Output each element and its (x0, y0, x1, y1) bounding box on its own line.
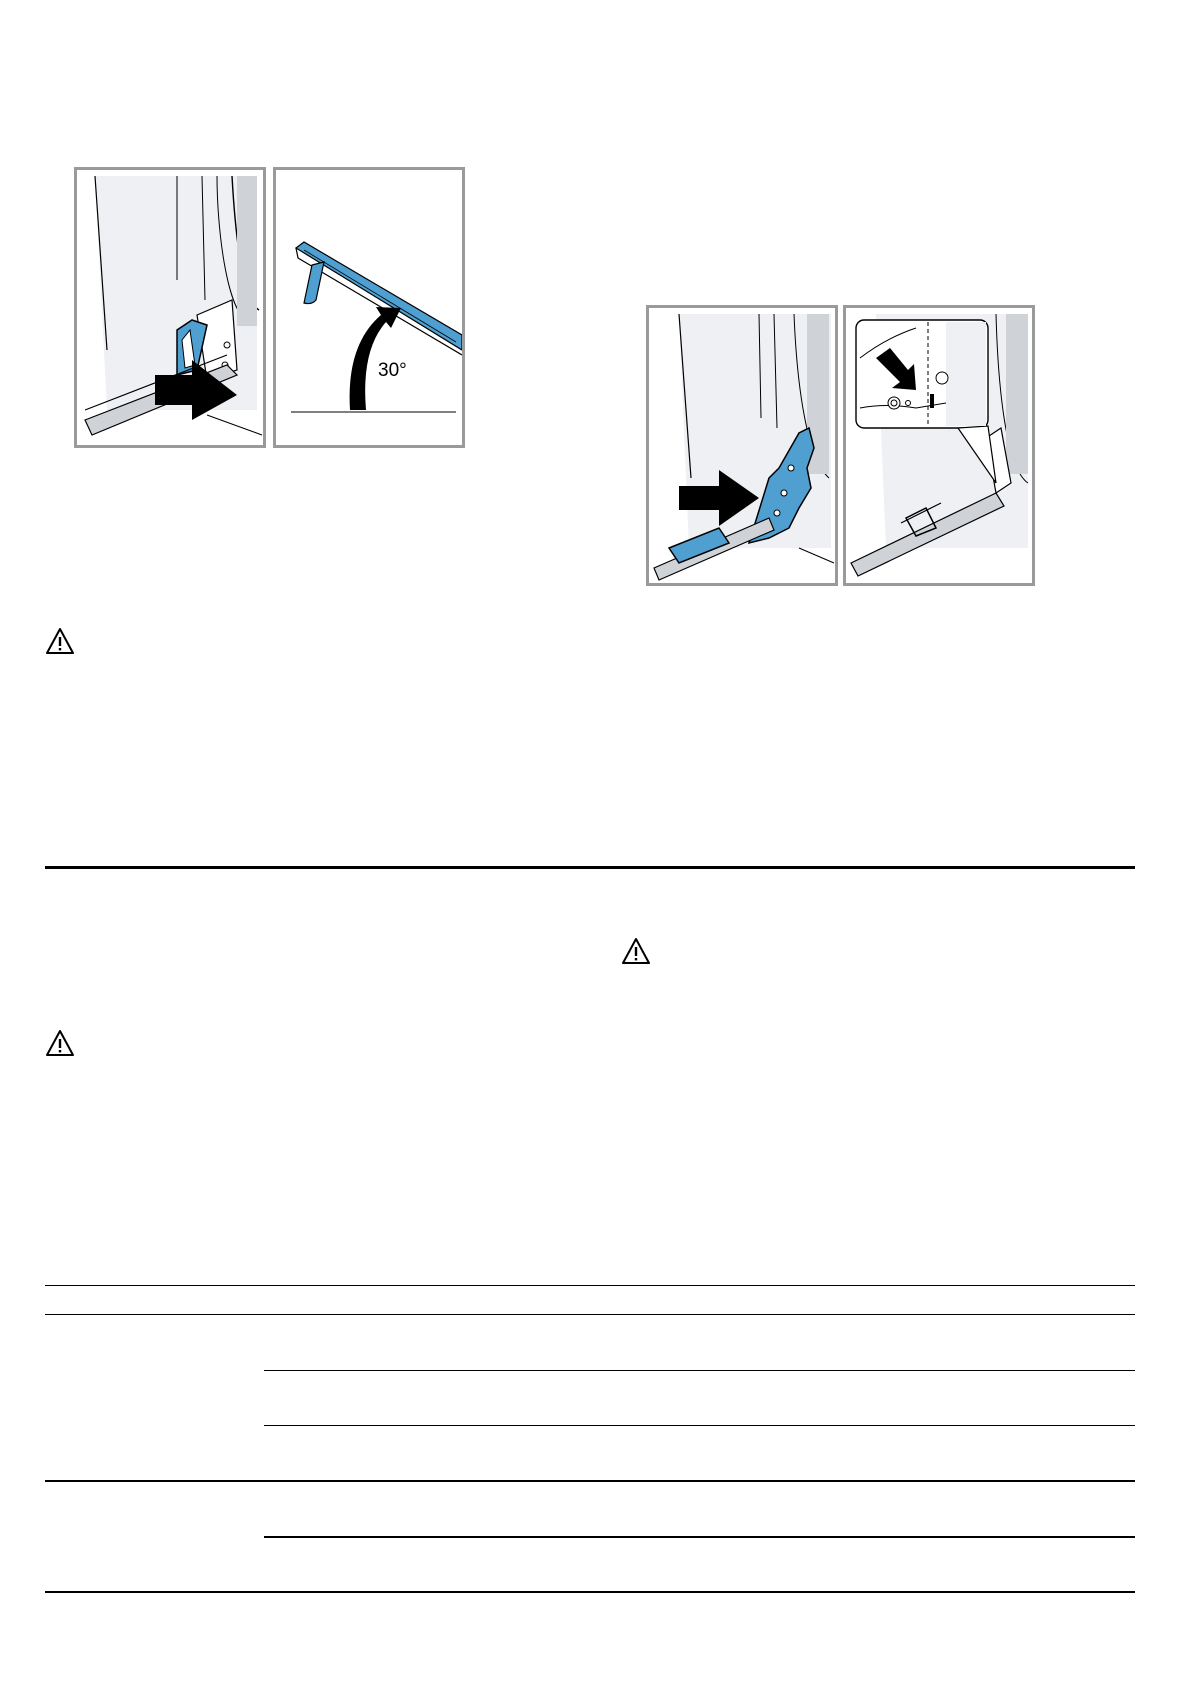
warning-triangle-icon (45, 627, 75, 655)
illustration-hook-latch (843, 305, 1035, 586)
table-subrow-rule (264, 1425, 1135, 1426)
section-divider (45, 866, 1135, 869)
warning-triangle-icon (45, 1029, 75, 1057)
hook-latch-drawing (846, 308, 1032, 583)
rail-tilt-drawing (276, 170, 462, 445)
table-subrow-rule (264, 1536, 1135, 1538)
illustration-hook-insert (646, 305, 838, 586)
illustration-rail-tilt (273, 167, 465, 448)
table-row-rule (45, 1480, 1135, 1482)
warning-triangle-icon (621, 937, 651, 965)
hook-insert-drawing (649, 308, 835, 583)
illustration-rail-insert (74, 167, 266, 448)
angle-label: 30° (378, 360, 407, 381)
table-bottom-rule (45, 1591, 1135, 1593)
table-header-rule (45, 1285, 1135, 1286)
table-subrow-rule (264, 1370, 1135, 1371)
rail-insert-drawing (77, 170, 263, 445)
table-row-rule (45, 1314, 1135, 1315)
